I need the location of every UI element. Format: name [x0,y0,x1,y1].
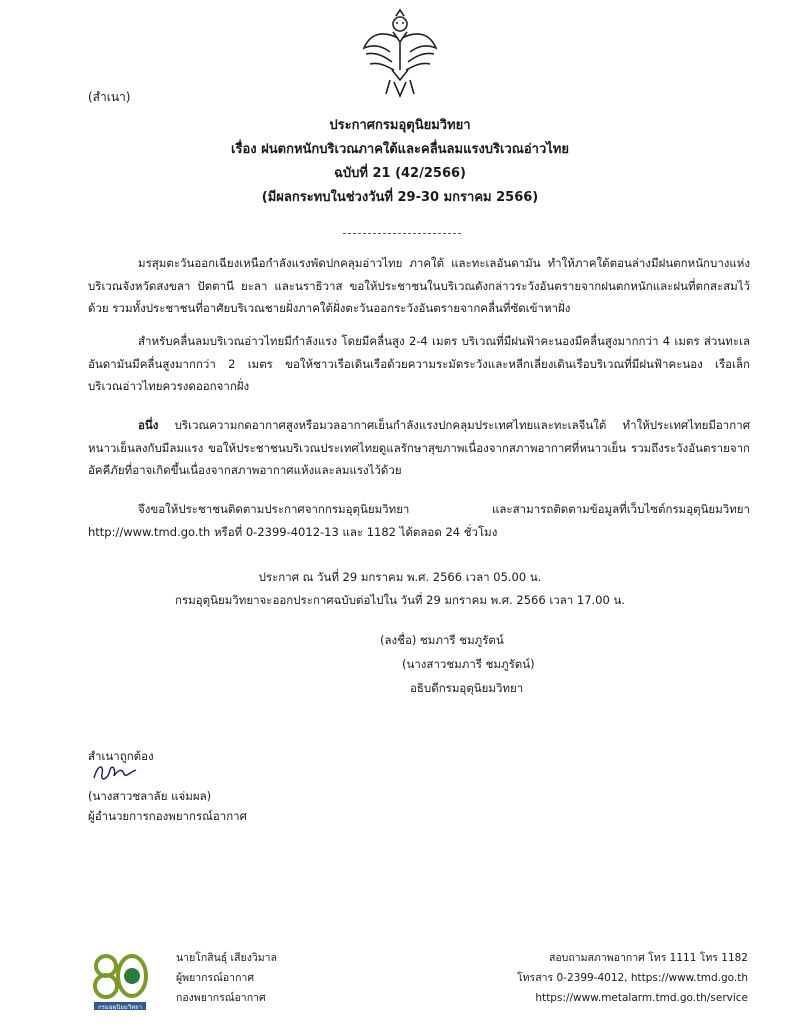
forecaster-division: กองพยากรณ์อากาศ [176,992,266,1004]
body-paragraph-3 [88,414,750,482]
paragraph-lead-word: อนึ่ง [138,418,159,432]
tmd-80-anniversary-logo-icon [88,944,152,1014]
certified-copy-block [88,746,247,826]
paragraph-container [88,414,750,482]
certifier-title: ผู้อำนวยการกองพยากรณ์อากาศ [88,809,247,823]
contact-fax-website: โทรสาร 0-2399-4012, https://www.tmd.go.th [517,972,748,984]
forecaster-role: ผู้พยากรณ์อากาศ [176,972,254,984]
signatory-name: (นางสาวชมภารี ชมภูรัตน์) [402,657,535,671]
contact-service-link: https://www.metalarm.tmd.go.th/service [535,992,748,1004]
header-effective-period: (มีผลกระทบในช่วงวันที่ 29-30 มกราคม 2566) [261,190,539,205]
footer-forecaster [176,948,277,1008]
paragraph-text: บริเวณความกดอากาศสูงหรือมวลอากาศเย็นกำลังแรงปกคลุมประเทศไทยและทะเลจีนใต้ ทำให้ประเทศไทยมีอากาศหนาวเย็นลงกับมีลมแรง ขอให้ประชาชนบริเวณประเทศไทยดูแลรักษาสุขภาพเนื่องจากสภาพอากาศที่หนาวเย็น รวมถึงระวังอันตรายจากอัคคีภัยที่อาจเกิดขึ้นเนื่องจากสภาพอากาศแห้งและลมแรงไว้ด้วย [88,418,750,477]
signatory-title: อธิบดีกรมอุตุนิยมวิทยา [410,681,524,695]
copy-tag: (สำเนา) [88,90,131,104]
signature-line: (ลงชื่อ) ชมภารี ชมภูรัตน์ [380,633,504,647]
footer-contact [517,948,748,1008]
paragraph-text: สำหรับคลื่นลมบริเวณอ่าวไทยมีกำลังแรง โดยมีคลื่นสูง 2-4 เมตร บริเวณที่มีฝนฟ้าคะนองมีคลื่นสูงมากกว่า 4 เมตร ส่วนทะเลอันดามันมีคลื่นสูงมากกว่า 2 เมตร ขอให้ชาวเรือเดินเรือด้วยความระมัดระวังและหลีกเลี่ยงเดินเรือบริเวณที่มีฝนฟ้าคะนอง เรือเล็กบริเวณอ่าวไทยควรงดออกจากฝั่ง [88,334,750,393]
body-paragraph-1 [88,252,750,320]
handwritten-signature-icon [92,760,138,786]
contact-phone: สอบถามสภาพอากาศ โทร 1111 โทร 1182 [548,952,748,964]
header-divider [343,233,461,234]
body-paragraph-2 [88,330,750,398]
announcement-dates [100,566,700,612]
paragraph-text: จึงขอให้ประชาชนติดตามประกาศจากกรมอุตุนิยมวิทยา และสามารถติดตามข้อมูลที่เว็บไซต์กรมอุตุนิยมวิทยา http://www.tmd.go.th หรือที่ 0-2399-4012-13 และ 1182 ได้ตลอด 24 ชั่วโมง [88,502,750,539]
garuda-emblem-icon [360,8,440,98]
forecaster-name: นายโกสินธุ์ เสียงวิมาล [176,952,277,964]
header-subject: เรื่อง ฝนตกหนักบริเวณภาคใต้และคลื่นลมแรงบริเวณอ่าวไทย [231,142,569,157]
paragraph-text: มรสุมตะวันออกเฉียงเหนือกำลังแรงพัดปกคลุมอ่าวไทย ภาคใต้ และทะเลอันดามัน ทำให้ภาคใต้ตอนล่างมีฝนตกหนักบางแห่งบริเวณจังหวัดสงขลา ปัตตานี ยะลา และนราธิวาส ขอให้ประชาชนในบริเวณดังกล่าวระวังอันตรายจากฝนตกหนักและฝนที่ตกสะสมไว้ด้วย รวมทั้งประชาชนที่อาศัยบริเวณชายฝั่งภาคใต้ฝั่งตะวันออกระวังอันตรายจากคลื่นที่ซัดเข้าหาฝั่ง [88,256,750,315]
certifier-name: (นางสาวชลาลัย แจ่มผล) [88,789,212,803]
logo-text: กรมอุตุนิยมวิทยา [97,1004,143,1011]
announcement-header [100,114,700,210]
header-issuer: ประกาศกรมอุตุนิยมวิทยา [329,118,471,133]
announced-date: ประกาศ ณ วันที่ 29 มกราคม พ.ศ. 2566 เวลา 05.00 น. [258,570,542,584]
next-issue-date: กรมอุตุนิยมวิทยาจะออกประกาศฉบับต่อไปใน วันที่ 29 มกราคม พ.ศ. 2566 เวลา 17.00 น. [175,593,625,607]
certified-label: สำเนาถูกต้อง [88,749,154,763]
header-issue-number: ฉบับที่ 21 (42/2566) [334,166,466,181]
body-paragraph-4 [88,498,750,543]
signature-block [380,628,535,700]
